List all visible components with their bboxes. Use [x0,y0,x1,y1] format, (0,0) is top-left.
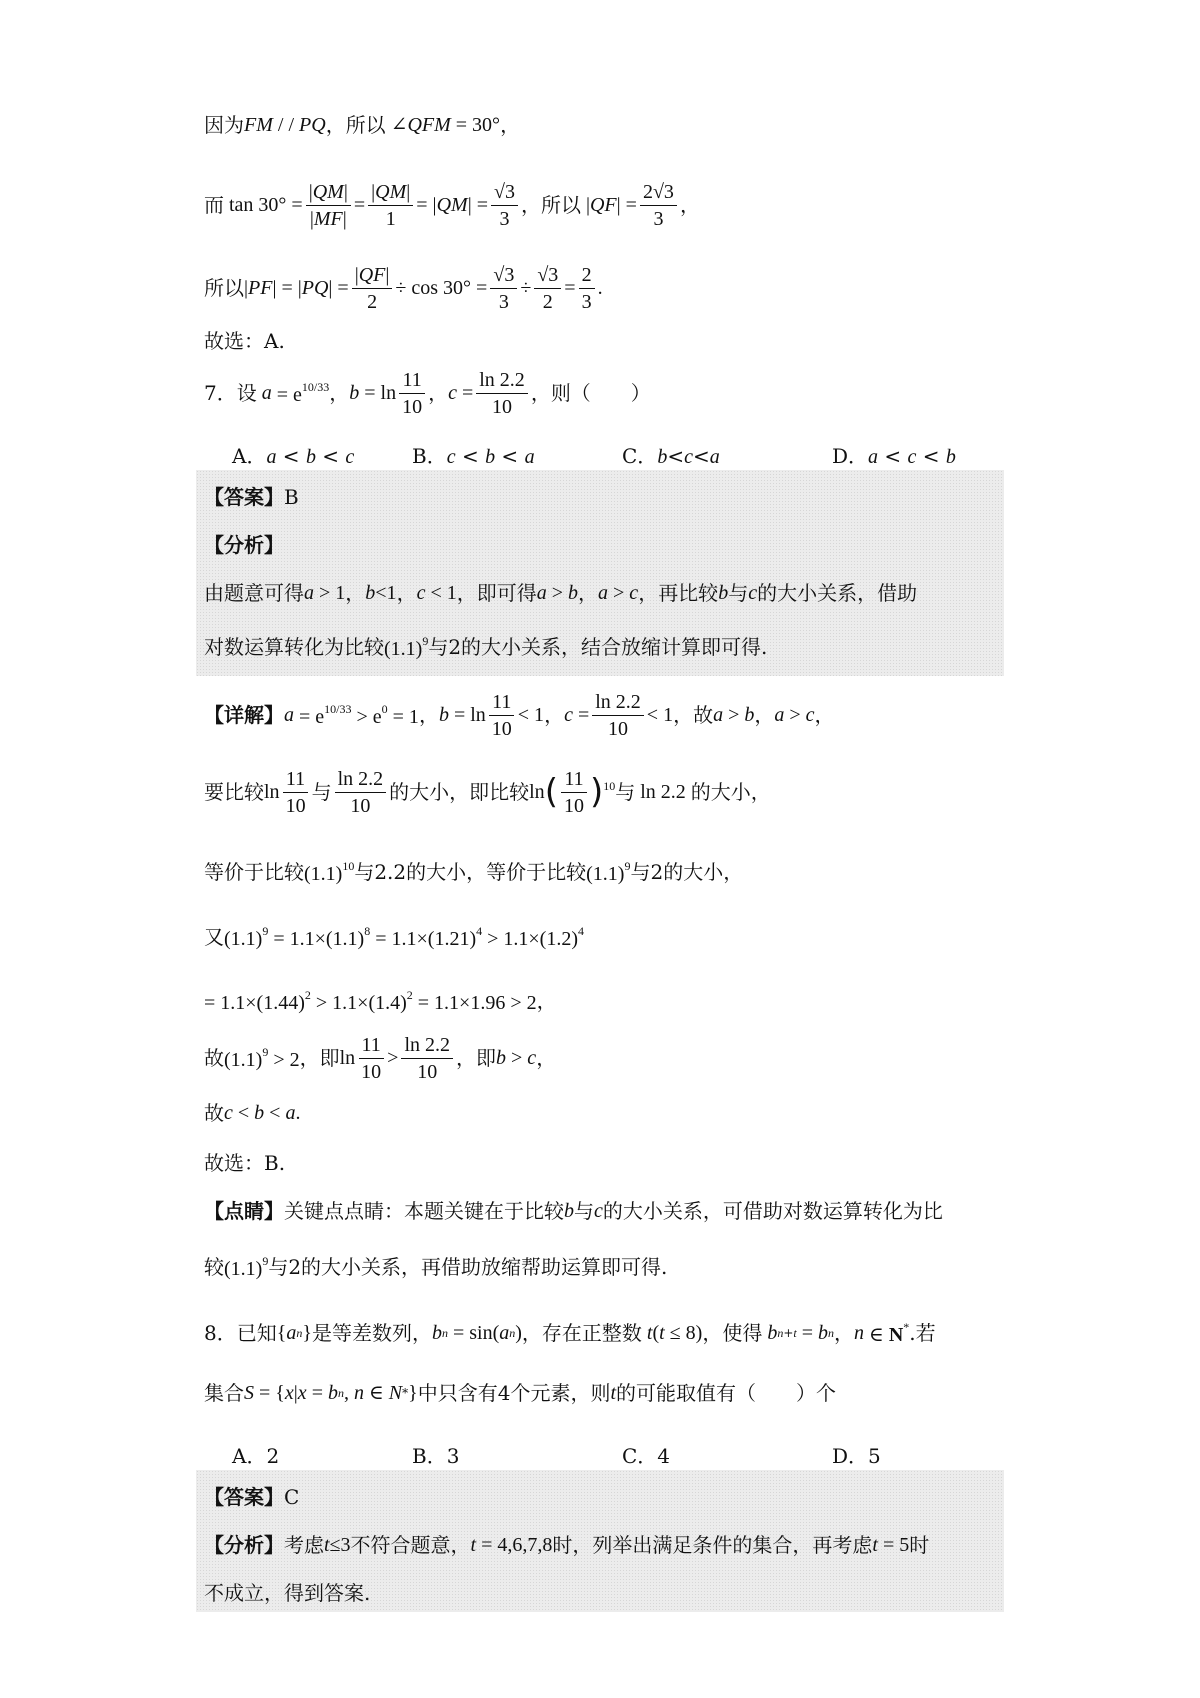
q7-option-b: B．c < b < a [412,444,535,468]
q7-choose: 故选：B. [204,1151,286,1175]
q7-detail-5: = $1.1\times(1.44)^2 > 1.1\times(1.4)^2 = 1.1\times 1.96 > 2$ ， [204,988,557,1014]
q7-analysis-1: 由题意可得 a > 1 ， b <1 ， c < 1 ， 即可得 a > b ， a > c ， 再比较 b 与 c 的大小关系，借助 [204,581,918,605]
q8-answer: 【答案】 C [204,1485,300,1509]
q7-detail-6: 故 $(1.1)^9 > 2$ ， 即 ln $\frac{11}{10}$ > $\frac{\ln 2.2}{10}$ ， 即 b > c ， [204,1033,557,1083]
q8-option-d: D．5 [832,1444,881,1468]
solution-line-3: 所以 | PF | = | PQ | = $\frac{|QF|}{2}$ ÷ cos 30° = $\frac{√3}{3}$ ÷ $\frac{√3}{2}$ = $\frac{2}{3}$ . [204,263,603,313]
question-8-line-2: 集合 S = { x | x = b n , n ∈ N * } 中只含有4个元素，则 t 的可能取值有（ ）个 [204,1381,837,1405]
q8-option-c: C．4 [622,1444,671,1468]
q7-option-a: A．a < b < c [232,444,355,468]
q7-point-1: 【点睛】 关键点点睛：本题关键在于比较 b 与 c 的大小关系，可借助对数运算转化为比 [204,1199,943,1223]
q7-answer: 【答案】 B [204,485,299,509]
q7-option-c: C．b<c<a [622,444,720,468]
q7-analysis-label: 【分析】 [204,533,284,557]
q7-point-2: 较 $(1.1)^9$ 与2的大小关系，再借助放缩帮助运算即可得. [204,1254,668,1280]
q7-detail-2: 要比较 ln $\frac{11}{10}$ 与 $\frac{\ln 2.2}{10}$ 的大小，即比较 ln ( $\frac{11}{10}$ ) $^{10}$ 与 ln 2.2 的大小， [204,767,771,817]
q7-detail-3: 等价于比较 $(1.1)^{10}$ 与2.2的大小，等价于比较 $(1.1)^9$ 与2的大小， [204,859,744,885]
question-8-options [232,1440,992,1466]
q7-option-d: D．a < c < b [832,444,956,468]
q7-analysis-2: 对数运算转化为比较 $(1.1)^9$ 与2的大小关系，结合放缩计算即可得. [204,634,768,660]
solution-line-4: 故选：A. [204,329,285,353]
q7-detail-1: 【详解】 a = $e^{10/33} > e^0 = 1$ ， b = ln $\frac{11}{10}$ < 1 ， c = $\frac{\ln 2.2}{10}$ < 1 ， 故 a > b ， a > c ， [204,690,835,740]
solution-line-2: 而 tan 30° = $\frac{|QM|}{|MF|}$ = $\frac{|QM|}{1}$ = | QM | = $\frac{√3}{3}$ ， 所以 | QF | = $\frac{2√3}{3}$ ， [204,180,700,230]
question-7-options [232,440,992,466]
question-7: 7．设 a = $e^{10/33}$ ， b = ln $\frac{11}{10}$ ， c = $\frac{\ln 2.2}{10}$ ， 则（ ） [204,368,651,418]
q8-analysis-1: 【分析】 考虑 t ≤3 不符合题意， t = 4,6,7,8 时，列举出满足条件的集合，再考虑 t = 5 时 [204,1533,930,1557]
q7-detail-4: 又 $(1.1)^9 = 1.1\times(1.1)^8 = 1.1\times(1.21)^4 > 1.1\times(1.2)^4$ [204,924,584,950]
q8-option-b: B．3 [412,1444,460,1468]
q8-option-a: A．2 [232,1444,280,1468]
q8-analysis-2: 不成立，得到答案. [204,1581,371,1605]
solution-line-1: 因为 FM / / PQ ， 所以 ∠ QFM = 30° ， [204,113,521,137]
question-8-line-1: 8．已知 { a n } 是等差数列， b n = sin( a n ) ， 存在正整数 t ( t ≤ 8) ， 使得 b n+t = b n ， n ∈ N* .若 [204,1320,936,1346]
q7-detail-7: 故 c < b < a . [204,1101,301,1125]
